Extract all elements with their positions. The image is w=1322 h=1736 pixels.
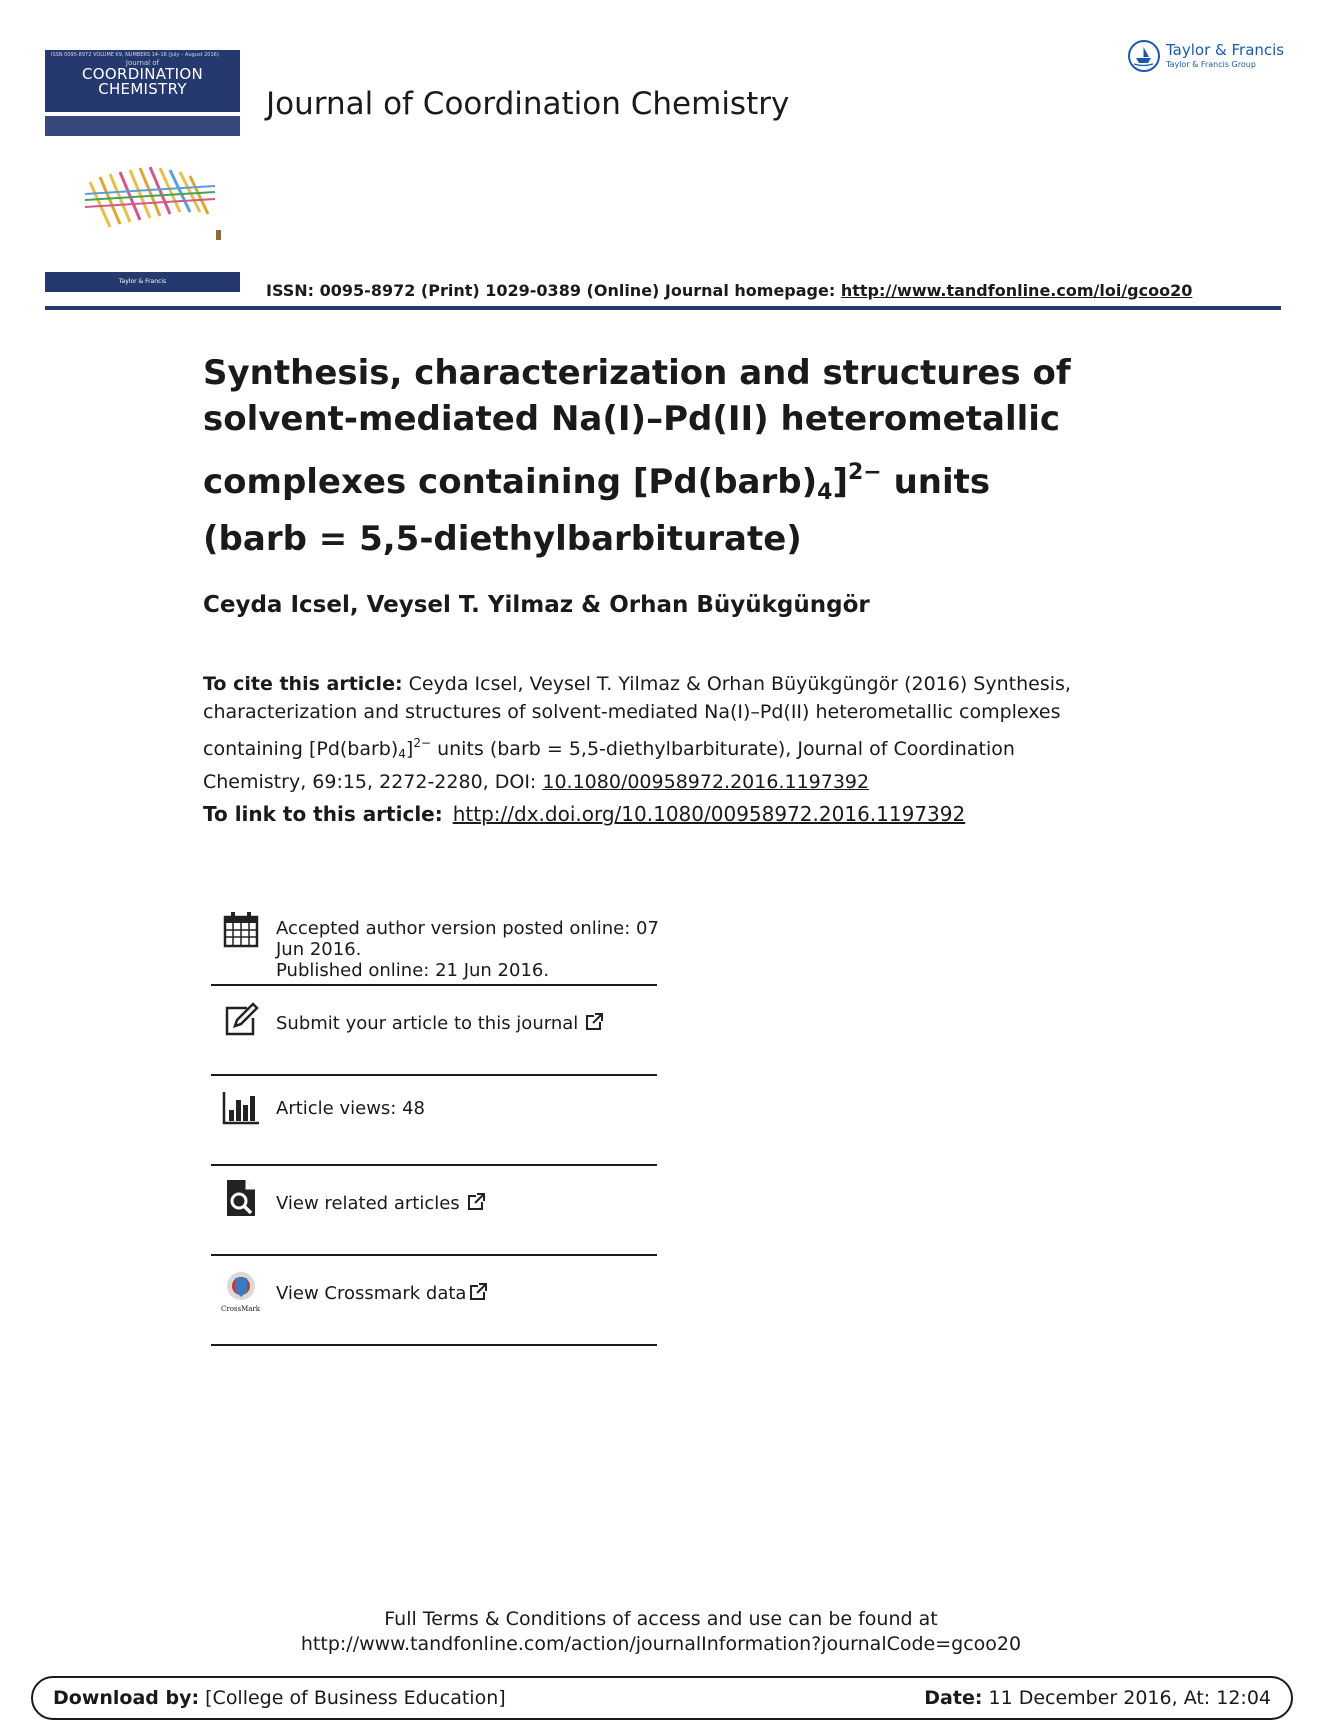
submit-article-row[interactable] — [211, 986, 657, 1076]
article-title-line-4: (barb = 5,5-diethylbarbiturate) — [203, 519, 802, 559]
article-views-row — [211, 1076, 657, 1166]
external-link-icon — [468, 1282, 488, 1302]
header-rule — [45, 306, 1281, 310]
cover-journal-of: Journal of — [125, 59, 160, 67]
terms-and-conditions — [0, 1607, 1322, 1657]
bar-chart-icon — [221, 1088, 261, 1128]
crossmark-link[interactable]: View Crossmark data — [276, 1282, 488, 1304]
article-title-line-2: solvent-mediated Na(I)–Pd(II) heterometallic — [203, 399, 1061, 439]
ship-logo-icon — [1128, 40, 1160, 72]
article-link-line — [203, 802, 965, 826]
citation-line-1: To cite this article: Ceyda Icsel, Veysel T. Yilmaz & Orhan Büyükgüngör (2016) Synthesis, — [203, 673, 1071, 695]
related-articles-row[interactable] — [211, 1166, 657, 1256]
published-date: Published online: 21 Jun 2016. — [276, 960, 550, 981]
submit-article-link[interactable]: Submit your article to this journal — [276, 1012, 604, 1034]
terms-line-2[interactable]: http://www.tandfonline.com/action/journalInformation?journalCode=gcoo20 — [300, 1633, 1022, 1655]
publisher-name: Taylor & Francis — [1166, 41, 1285, 59]
article-title-line-1: Synthesis, characterization and structures of — [203, 353, 1071, 393]
article-title — [203, 350, 1083, 562]
crossmark-row[interactable] — [211, 1256, 657, 1346]
crossmark-icon — [221, 1270, 261, 1310]
issn-text: ISSN: 0095-8972 (Print) 1029-0389 (Online) Journal homepage: — [266, 281, 841, 300]
accepted-line-1: Accepted author version posted online: 07 — [276, 918, 659, 939]
document-search-icon — [221, 1178, 261, 1218]
crossmark-caption: CrossMark — [221, 1305, 261, 1313]
doi-link[interactable]: 10.1080/00958972.2016.1197392 — [542, 771, 870, 793]
download-date: Date: 11 December 2016, At: 12:04 — [924, 1687, 1271, 1709]
journal-title: Journal of Coordination Chemistry — [266, 86, 790, 122]
cover-crystal-structure-art — [70, 152, 230, 247]
calendar-icon — [221, 910, 261, 950]
journal-homepage-link[interactable]: http://www.tandfonline.com/loi/gcoo20 — [840, 281, 1193, 300]
journal-cover-image — [45, 50, 240, 292]
cover-meta: ISSN 0095-8972 VOLUME 69, NUMBERS 14–16 (July – August 2016) — [51, 52, 219, 58]
article-link-label: To link to this article: — [203, 802, 443, 826]
download-info-box — [31, 1676, 1293, 1720]
publication-dates-text — [276, 918, 659, 981]
article-title-line-3: complexes containing $[Pd(barb)_4]^{2-}$ units — [203, 460, 991, 505]
issn-line — [266, 281, 1192, 300]
article-link-url[interactable]: http://dx.doi.org/10.1080/00958972.2016.1197392 — [452, 802, 966, 826]
cover-editor-band — [45, 116, 240, 136]
article-views-text: Article views: 48 — [276, 1098, 425, 1119]
terms-line-1: Full Terms & Conditions of access and use can be found at — [384, 1608, 938, 1630]
info-divider — [211, 1344, 657, 1346]
publisher-logo[interactable] — [1128, 40, 1288, 76]
download-by: Download by: [College of Business Education] — [53, 1687, 506, 1709]
accepted-line-2: Jun 2016. — [276, 939, 362, 960]
cover-journal-name-1: COORDINATION — [81, 65, 203, 83]
citation-block — [203, 670, 1103, 796]
citation-label: To cite this article: — [203, 673, 403, 695]
external-link-icon — [466, 1192, 486, 1212]
edit-icon — [221, 1000, 261, 1040]
cover-journal-name-2: CHEMISTRY — [98, 80, 187, 98]
article-authors: Ceyda Icsel, Veysel T. Yilmaz & Orhan Büyükgüngör — [203, 592, 870, 618]
cover-header — [45, 50, 240, 112]
citation-line-2: characterization and structures of solvent-mediated Na(I)–Pd(II) heterometallic complexes — [203, 701, 1061, 723]
citation-line-3: containing $[Pd(barb)_4]^{2-}$ units (barb = 5,5-diethylbarbiturate), Journal of Coordination — [203, 736, 1015, 761]
cover-publisher-band: Taylor & Francis — [45, 272, 240, 292]
citation-line-4: Chemistry, 69:15, 2272-2280, DOI: 10.1080/00958972.2016.1197392 — [203, 771, 870, 793]
publication-dates-row — [211, 908, 657, 986]
external-link-icon — [584, 1012, 604, 1032]
publisher-group: Taylor & Francis Group — [1166, 60, 1256, 69]
related-articles-link[interactable]: View related articles — [276, 1192, 486, 1214]
